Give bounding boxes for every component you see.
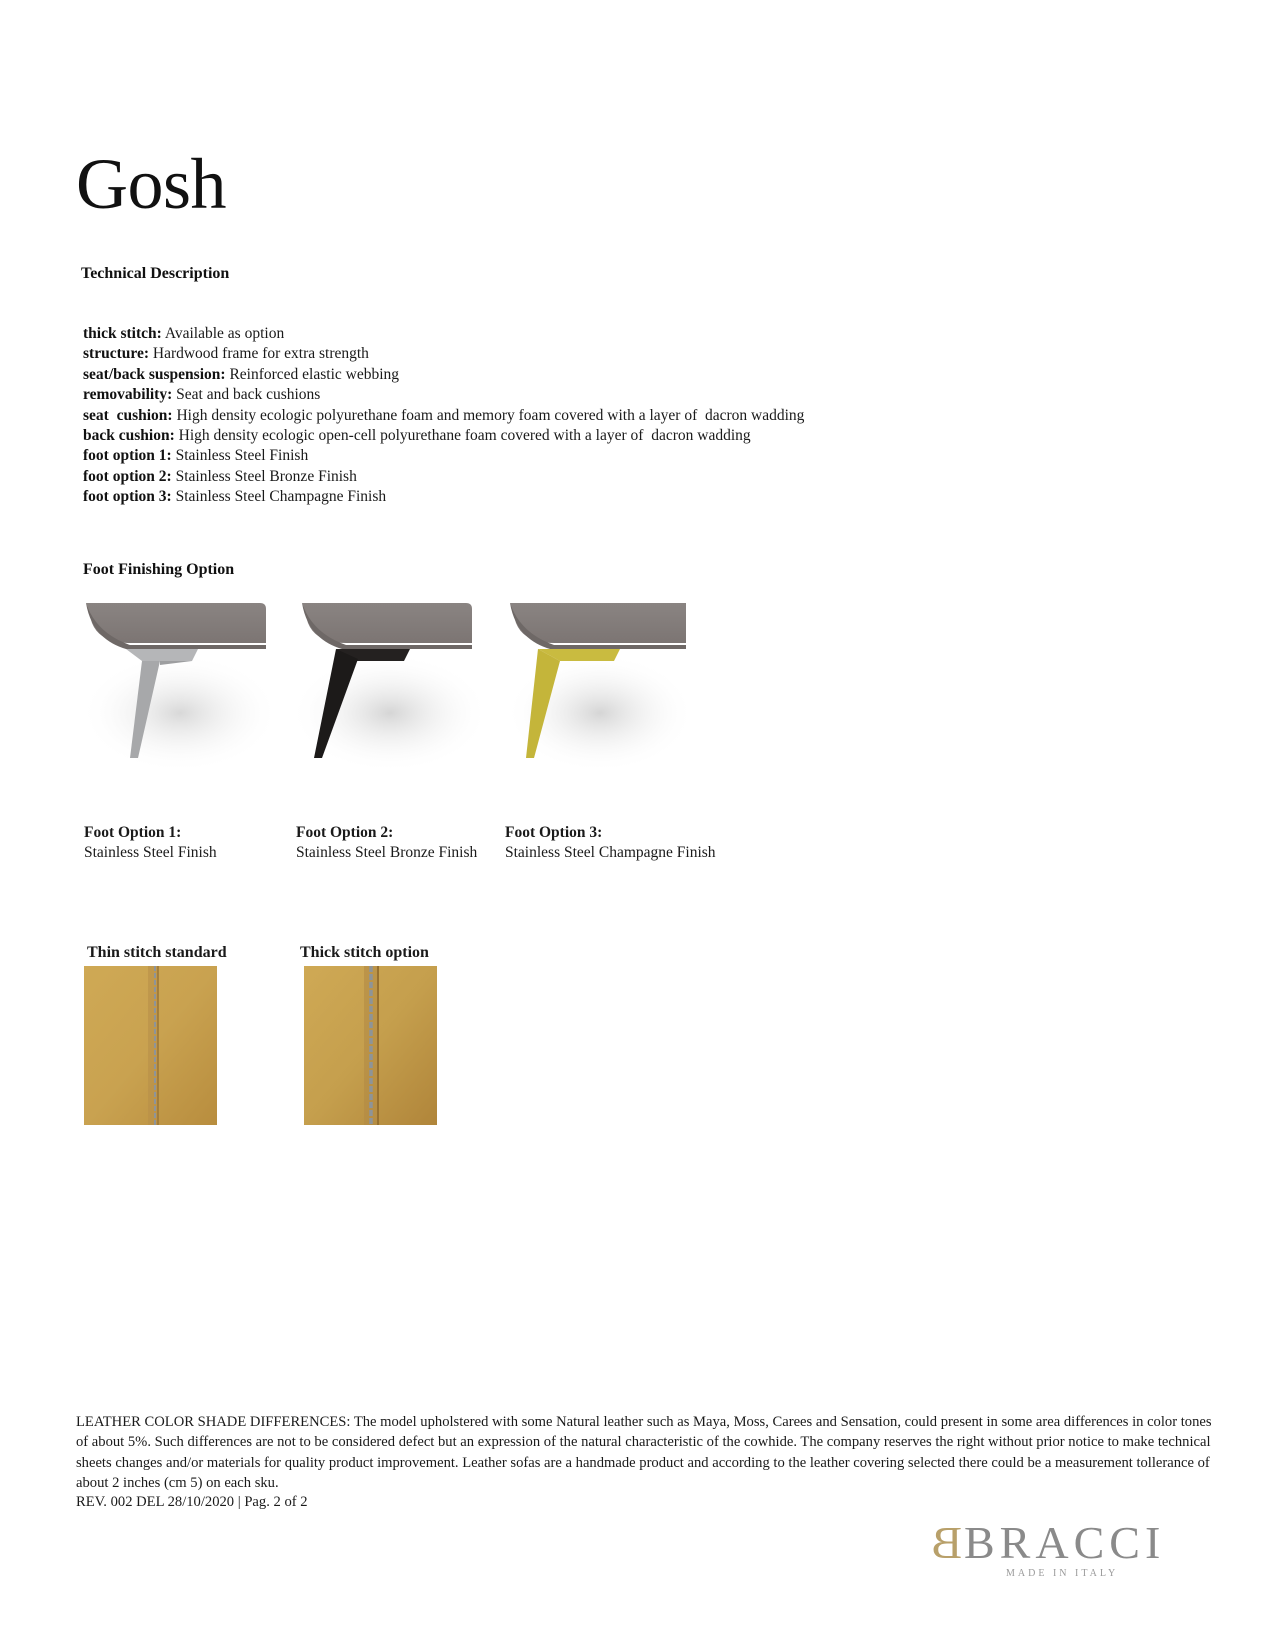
foot-option-finish: Stainless Steel Finish: [84, 844, 217, 862]
thick-stitch-heading: Thick stitch option: [300, 944, 429, 961]
spec-label: structure:: [83, 345, 149, 363]
foot-option-finish: Stainless Steel Bronze Finish: [296, 844, 478, 862]
spec-value: High density ecologic polyurethane foam and memory foam covered with a layer of dacron wadding: [176, 406, 805, 424]
spec-value: Available as option: [164, 325, 285, 342]
spec-value: Stainless Steel Bronze Finish: [175, 467, 357, 485]
foot-option-title: Foot Option 3:: [505, 824, 603, 841]
foot-option-title: Foot Option 2:: [296, 824, 394, 841]
spec-row: [83, 365, 804, 385]
foot-option-1-image: [60, 603, 270, 793]
page-title: Gosh: [76, 144, 227, 224]
foot-option-2-image: [270, 603, 480, 793]
foot-option-title: Foot Option 1:: [84, 824, 182, 841]
technical-description-heading: Technical Description: [81, 265, 230, 282]
thick-stitch-swatch: [304, 966, 437, 1125]
spec-value: High density ecologic open-cell polyurethane foam covered with a layer of dacron wadding: [178, 427, 751, 445]
thin-stitch-swatch: [84, 966, 217, 1125]
spec-row: [83, 487, 804, 507]
bracci-logo: [918, 1520, 1178, 1580]
spec-row: [83, 426, 804, 446]
spec-label: foot option 2:: [83, 467, 172, 485]
thin-stitch-heading: Thin stitch standard: [87, 944, 227, 961]
foot-option-3-caption: [505, 823, 716, 864]
spec-row: [83, 385, 804, 405]
spec-row: [83, 344, 804, 364]
spec-row: [83, 406, 804, 426]
foot-option-3-image: [480, 603, 690, 793]
foot-option-1-caption: [84, 823, 217, 864]
spec-value: Stainless Steel Champagne Finish: [175, 488, 387, 506]
svg-text:B: B: [931, 1520, 962, 1568]
spec-label: seat/back suspension:: [83, 365, 226, 383]
spec-row: [83, 446, 804, 466]
spec-label: foot option 1:: [83, 447, 172, 465]
spec-value: Stainless Steel Finish: [175, 447, 309, 465]
foot-option-2-caption: [296, 823, 477, 864]
spec-label: back cushion:: [83, 427, 175, 445]
spec-value: Seat and back cushions: [176, 386, 321, 404]
foot-finishing-heading: Foot Finishing Option: [83, 561, 235, 578]
foot-option-finish: Stainless Steel Champagne Finish: [505, 844, 716, 862]
spec-row: [83, 467, 804, 487]
spec-label: removability:: [83, 386, 173, 404]
spec-row: [83, 324, 804, 344]
spec-list: [83, 324, 804, 508]
revision-line: REV. 002 DEL 28/10/2020 | Pag. 2 of 2: [76, 1494, 308, 1510]
svg-text:BRACCI: BRACCI: [964, 1520, 1166, 1568]
spec-label: thick stitch:: [83, 325, 162, 342]
spec-label: foot option 3:: [83, 488, 172, 506]
leather-disclaimer: LEATHER COLOR SHADE DIFFERENCES: The model upholstered with some Natural leather such as Maya, Moss, Carees and Sensation, could present in some area differences in color tones of about 5%. Such differences are not to be considered defect but an expression of the natural characteristic of the cowhide. The company reserves the right without prior notice to make technical sheets changes and/or materials for quality product improvement. Leather sofas are a handmade product and according to the leather covering selected there could be a measurement tollerance of about 2 inches (cm 5) on each sku.: [76, 1414, 1212, 1492]
svg-text:MADE IN ITALY: MADE IN ITALY: [1006, 1568, 1119, 1579]
spec-value: Hardwood frame for extra strength: [152, 345, 369, 363]
spec-value: Reinforced elastic webbing: [229, 365, 400, 383]
spec-label: seat cushion:: [83, 406, 173, 424]
